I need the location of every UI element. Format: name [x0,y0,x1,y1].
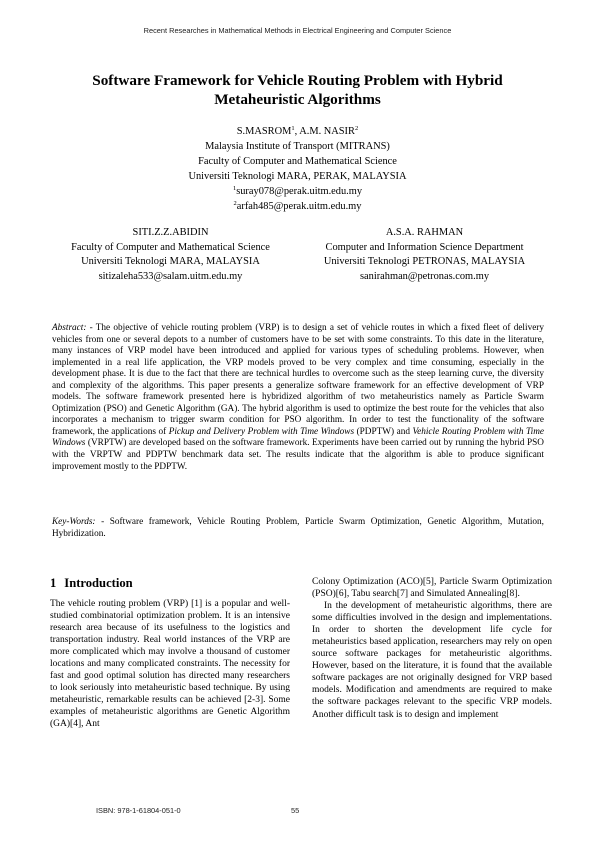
author-1-marker: 1 [291,125,295,132]
left-column [50,598,290,731]
abstract-italic-2: Vehicle Routing Problem with Time Windows [52,426,545,449]
author-left-name: SITI.Z.Z.ABIDIN [132,227,209,238]
email-1: suray078@perak.uitm.edu.my [236,186,363,197]
author-block-main [100,124,495,214]
abstract-text-3: (VRPTW) are developed based on the software framework. Experiments have been carried out by running the hybrid PSO with the VRPTW and PDPTW benchmark data set. The results indicate that the algorithm is able to produce significant improvement mostly to the PDPTW. [52,438,544,472]
abstract-label: Abstract: [52,323,87,333]
keywords-text: - Software framework, Vehicle Routing Problem, Particle Swarm Optimization, Genetic Algorithm, Mutation, Hybridization. [52,517,544,539]
author-right-affiliation-1: Computer and Information Science Department [325,241,524,253]
section-heading [50,576,290,591]
affiliation-line-3: Universiti Teknologi MARA, PERAK, MALAYSIA [188,171,407,182]
section-title: Introduction [64,576,133,590]
email-2-marker: 2 [233,200,237,207]
affiliation-line-1: Malaysia Institute of Transport (MITRANS) [205,141,390,152]
keywords [52,517,544,540]
author-left-affiliation-1: Faculty of Computer and Mathematical Science [71,241,270,253]
email-2: arfah485@perak.uitm.edu.my [236,201,362,212]
abstract-italic-1: Pickup and Delivery Problem with Time Windows [168,426,355,437]
email-line-1 [100,184,495,199]
email-1-marker: 1 [232,185,237,192]
body-paragraph-1: The vehicle routing problem (VRP) [1] is a popular and well-studied combinatorial optimization problem. It is an intensive research area because of its usefulness to the logistics and transportation industry. Real world instances of the VRP are more complicated which may involve a thousand of customer locations and many complicated constraints. The necessity for fast and good optimal solution has directed many researchers to look seriously into metaheuristic based technique. By using metaheuristic, remarkable results can be achieved [2-3]. Some examples of metaheuristic algorithms are Genetic Algorithm (GA)[4], Ant [50,599,290,730]
abstract-text-1: - The objective of vehicle routing problem (VRP) is to design a set of vehicle routes in which a fixed fleet of delivery vehicles from one or several depots to a number of customers have to be set with some constraints. To this date in the literature, many instances of VRP model have been introduced and applied for various types of scheduling problems. However, when implemented in a real life application, the VRP models proved to be very complex and time consuming, especially in the development phase. It is due to the fact that there are technical hurdles to overcome such as the steep learning curve, the diversity and complexity of the algorithms. This paper presents a generalize software framework for an effective development of VRP models. The software framework presented here is hybridized algorithm of two metaheuristics namely as Particle Swarm Optimization (PSO) and Genetic Algorithm (GA). The hybrid algorithm is used to optimize the best route for the vehicles that also incorporates a mechanism to trigger swarm condition for PSO algorithm. In order to test the functionality of the software framework, the applications of [52,323,544,437]
author-right-affiliation-2: Universiti Teknologi PETRONAS, MALAYSIA [323,256,526,267]
keywords-label: Key-Words: [52,517,96,527]
title-line-2: Metaheuristic Algorithms [214,91,381,108]
abstract [52,323,544,473]
author-names [100,124,495,139]
author-left-affiliation-2: Universiti Teknologi MARA, MALAYSIA [81,256,260,267]
author-name-2: A.M. NASIR [299,126,355,137]
author-right-email: sanirahman@petronas.com.my [359,270,490,282]
running-head: Recent Researches in Mathematical Methods in Electrical Engineering and Computer Science [143,26,452,35]
page-number: 55 [291,806,300,815]
title-line-1: Software Framework for Vehicle Routing Problem with Hybrid [92,72,503,89]
body-paragraph-2: Colony Optimization (ACO)[5], Particle Swarm Optimization (PSO)[6], Tabu search[7] and Simulated Annealing[8]. [312,577,552,600]
author-separator: , [294,126,300,137]
body-paragraph-3: In the development of metaheuristic algorithms, there are some difficulties involved in the design and implementations. In order to shorten the development life cycle for metaheuristics based application, researchers may rely on open source software packages for metaheuristic algorithms. However, based on the literature, it is found that the available software packages are not originally designed for VRP based models. Modification and amendments are required to make the software packages relevant to the specific VRP models. Another difficult task is to design and implement [312,601,552,720]
footer-isbn: ISBN: 978-1-61804-051-0 [96,806,181,815]
affiliation-line-2: Faculty of Computer and Mathematical Science [198,156,397,167]
paper-title [40,71,555,109]
author-left-email: sitizaleha533@salam.uitm.edu.my [98,270,243,282]
email-line-2 [100,199,495,214]
author-block-right [302,226,547,284]
author-right-name: A.S.A. RAHMAN [385,227,464,238]
author-name-1: S.MASROM [236,126,292,137]
right-column [312,576,552,721]
section-number: 1 [50,576,57,590]
author-2-marker: 2 [354,125,359,132]
author-block-left [48,226,293,284]
abstract-text-2: (PDPTW) and [354,426,413,437]
